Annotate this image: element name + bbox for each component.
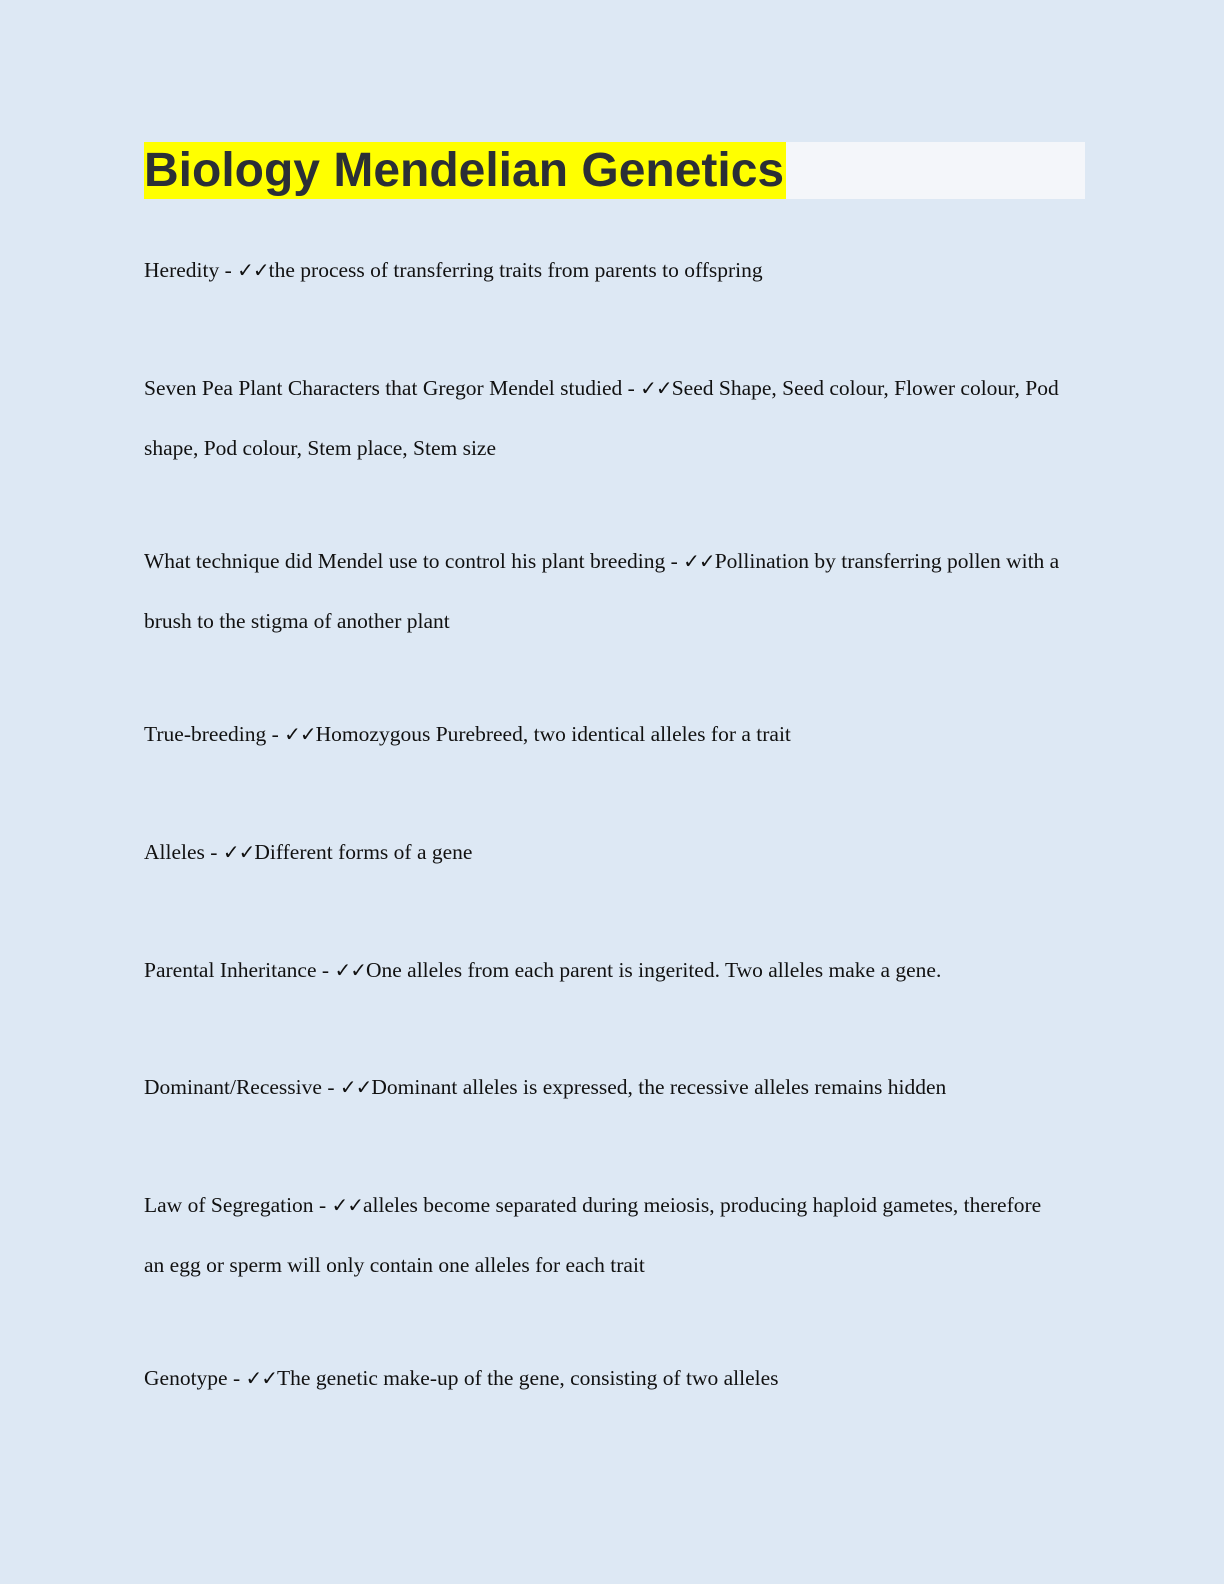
double-check-icon: ✓✓ (331, 1193, 363, 1217)
entry-separator: - (204, 840, 223, 864)
document-title: Biology Mendelian Genetics (144, 144, 785, 197)
double-check-icon: ✓✓ (339, 1075, 372, 1099)
entry-definition: Pollination by transferring pollen with a brush to the stigma of another plant (144, 549, 1060, 633)
entry-separator: - (321, 1075, 340, 1099)
entry-alleles (144, 822, 1064, 882)
entry-term: What technique did Mendel use to control his plant breeding (144, 549, 666, 573)
entry-term: True-breeding (144, 722, 267, 746)
entry-heredity (144, 240, 1064, 300)
entry-true-breeding (144, 704, 1064, 764)
entry-definition: alleles become separated during meiosis, producing haploid gametes, therefore an egg or sperm will only contain one alleles for each trait (144, 1193, 1042, 1277)
entry-definition: Dominant alleles is expressed, the recessive alleles remains hidden (371, 1075, 947, 1099)
entry-term: Heredity (144, 258, 220, 282)
double-check-icon: ✓✓ (334, 958, 366, 982)
entry-definition: One alleles from each parent is ingerited. Two alleles make a gene. (365, 958, 942, 982)
entry-law-of-segregation (144, 1175, 1064, 1295)
entry-term: Law of Segregation (144, 1193, 314, 1217)
entry-term: Alleles (144, 840, 205, 864)
double-check-icon: ✓✓ (222, 840, 255, 864)
double-check-icon: ✓✓ (640, 376, 672, 400)
title-banner (144, 142, 1085, 199)
entry-definition: Homozygous Purebreed, two identical alleles for a trait (315, 722, 791, 746)
entry-genotype (144, 1348, 1064, 1408)
entry-term: Dominant/Recessive (144, 1075, 322, 1099)
entry-mendel-technique (144, 531, 1064, 651)
entry-term: Seven Pea Plant Characters that Gregor Mendel studied (144, 376, 623, 400)
entry-definition: the process of transferring traits from parents to offspring (268, 258, 763, 282)
entry-seven-pea-plant-characters (144, 358, 1064, 478)
entry-definition: The genetic make-up of the gene, consisting of two alleles (277, 1366, 779, 1390)
entry-term: Genotype (144, 1366, 228, 1390)
double-check-icon: ✓✓ (245, 1366, 278, 1390)
double-check-icon: ✓✓ (237, 258, 269, 282)
entry-separator: - (622, 376, 641, 400)
entry-separator: - (227, 1366, 246, 1390)
entry-separator: - (266, 722, 285, 746)
entry-definition: Different forms of a gene (254, 840, 473, 864)
entry-separator: - (219, 258, 238, 282)
entry-dominant-recessive (144, 1057, 1064, 1117)
entry-separator: - (665, 549, 684, 573)
entry-parental-inheritance (144, 940, 1064, 1000)
entry-separator: - (316, 958, 335, 982)
double-check-icon: ✓✓ (683, 549, 715, 573)
entry-term: Parental Inheritance (144, 958, 317, 982)
entry-separator: - (313, 1193, 332, 1217)
entry-definition: Seed Shape, Seed colour, Flower colour, Pod shape, Pod colour, Stem place, Stem size (144, 376, 1059, 460)
double-check-icon: ✓✓ (284, 722, 316, 746)
